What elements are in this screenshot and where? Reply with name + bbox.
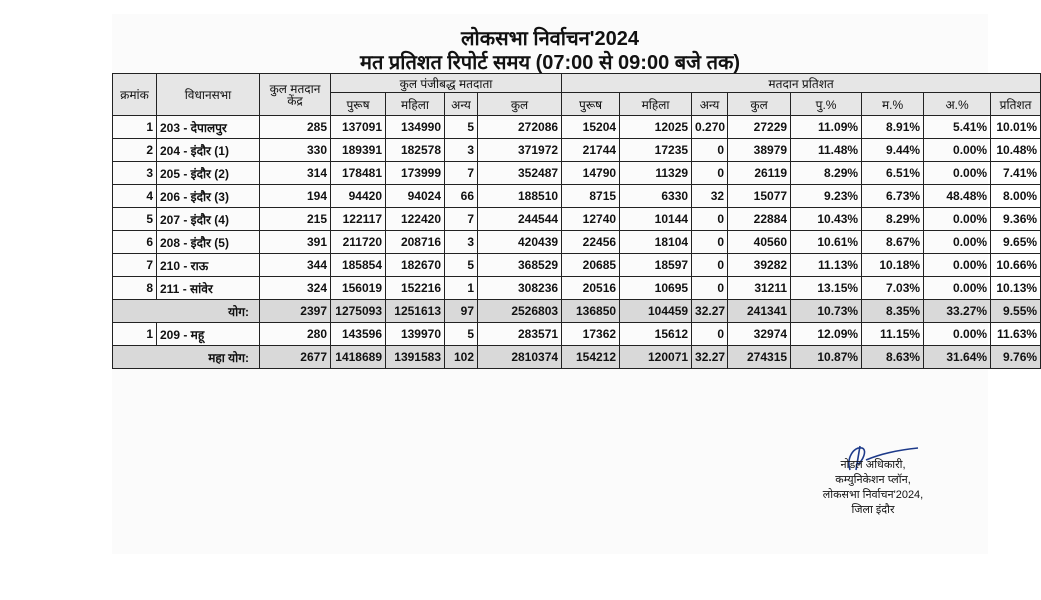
total-label: महा योग: (113, 346, 260, 369)
serial-cell: 2 (113, 139, 157, 162)
subtotal-row (113, 300, 1041, 323)
signature-block (808, 458, 938, 518)
report-subtitle: मत प्रतिशत रिपोर्ट समय (07:00 से 09:00 बजे तक) (360, 52, 740, 74)
value-cell-v-o: 0 (692, 254, 728, 277)
value-cell-pm: 10.61% (791, 231, 862, 254)
value-cell-pf: 8.29% (862, 208, 924, 231)
value-cell-pm: 11.09% (791, 116, 862, 139)
value-cell-v-f: 6330 (620, 185, 692, 208)
table-row (113, 139, 1041, 162)
signature-line-1: नोडल अधिकारी, (840, 459, 906, 471)
value-cell-r-f: 208716 (386, 231, 445, 254)
header-poll-col: पुरूष (562, 93, 620, 116)
value-cell-v-m: 154212 (562, 346, 620, 369)
value-cell-v-f: 18104 (620, 231, 692, 254)
value-cell-v-o: 0.270 (692, 116, 728, 139)
value-cell-v-f: 12025 (620, 116, 692, 139)
header-poll-col: पु.% (791, 93, 862, 116)
value-cell-v-m: 22456 (562, 231, 620, 254)
value-cell-centres: 2677 (260, 346, 331, 369)
value-cell-pm: 10.43% (791, 208, 862, 231)
value-cell-pm: 11.13% (791, 254, 862, 277)
value-cell-pm: 11.48% (791, 139, 862, 162)
value-cell-r-f: 134990 (386, 116, 445, 139)
report-title: लोकसभा निर्वाचन'2024 (460, 28, 640, 50)
signature-line-2: कम्युनिकेशन प्लॉन, (835, 474, 911, 486)
value-cell-pf: 6.51% (862, 162, 924, 185)
value-cell-pt: 10.13% (991, 277, 1041, 300)
value-cell-r-t: 371972 (478, 139, 562, 162)
header-reg-col: पुरूष (331, 93, 386, 116)
value-cell-v-o: 0 (692, 231, 728, 254)
value-cell-v-o: 0 (692, 139, 728, 162)
value-cell-r-t: 352487 (478, 162, 562, 185)
value-cell-r-t: 2526803 (478, 300, 562, 323)
value-cell-v-f: 18597 (620, 254, 692, 277)
value-cell-v-f: 10144 (620, 208, 692, 231)
value-cell-v-o: 0 (692, 323, 728, 346)
value-cell-pf: 11.15% (862, 323, 924, 346)
value-cell-pf: 8.35% (862, 300, 924, 323)
value-cell-v-o: 32 (692, 185, 728, 208)
total-label: योग: (113, 300, 260, 323)
value-cell-po: 48.48% (924, 185, 991, 208)
value-cell-centres: 330 (260, 139, 331, 162)
value-cell-pt: 9.65% (991, 231, 1041, 254)
value-cell-centres: 324 (260, 277, 331, 300)
table-row (113, 208, 1041, 231)
value-cell-po: 5.41% (924, 116, 991, 139)
value-cell-po: 0.00% (924, 277, 991, 300)
value-cell-pm: 9.23% (791, 185, 862, 208)
value-cell-v-t: 31211 (728, 277, 791, 300)
value-cell-r-t: 368529 (478, 254, 562, 277)
value-cell-r-m: 94420 (331, 185, 386, 208)
value-cell-po: 0.00% (924, 231, 991, 254)
serial-cell: 8 (113, 277, 157, 300)
value-cell-v-m: 8715 (562, 185, 620, 208)
value-cell-r-m: 1418689 (331, 346, 386, 369)
value-cell-v-t: 26119 (728, 162, 791, 185)
value-cell-v-m: 15204 (562, 116, 620, 139)
value-cell-po: 0.00% (924, 208, 991, 231)
value-cell-v-m: 20685 (562, 254, 620, 277)
header-poll-col: महिला (620, 93, 692, 116)
header-serial: क्रमांक (113, 74, 157, 116)
table-row (113, 185, 1041, 208)
value-cell-centres: 391 (260, 231, 331, 254)
value-cell-r-t: 188510 (478, 185, 562, 208)
serial-cell: 4 (113, 185, 157, 208)
value-cell-v-f: 11329 (620, 162, 692, 185)
value-cell-v-m: 136850 (562, 300, 620, 323)
value-cell-r-m: 122117 (331, 208, 386, 231)
value-cell-v-o: 32.27 (692, 346, 728, 369)
table-row (113, 116, 1041, 139)
value-cell-pt: 10.01% (991, 116, 1041, 139)
header-assembly: विधानसभा (157, 74, 260, 116)
value-cell-v-t: 274315 (728, 346, 791, 369)
value-cell-v-m: 14790 (562, 162, 620, 185)
table-row (113, 231, 1041, 254)
value-cell-v-t: 22884 (728, 208, 791, 231)
assembly-name-cell: 203 - देपालपुर (157, 116, 260, 139)
value-cell-pt: 9.55% (991, 300, 1041, 323)
value-cell-r-m: 156019 (331, 277, 386, 300)
assembly-name-cell: 209 - महू (157, 323, 260, 346)
header-reg-col: अन्य (445, 93, 478, 116)
value-cell-centres: 215 (260, 208, 331, 231)
value-cell-r-o: 5 (445, 254, 478, 277)
value-cell-r-o: 1 (445, 277, 478, 300)
value-cell-r-t: 2810374 (478, 346, 562, 369)
value-cell-r-m: 1275093 (331, 300, 386, 323)
value-cell-v-t: 27229 (728, 116, 791, 139)
assembly-name-cell: 205 - इंदौर (2) (157, 162, 260, 185)
value-cell-v-o: 0 (692, 208, 728, 231)
value-cell-r-o: 7 (445, 162, 478, 185)
value-cell-r-o: 97 (445, 300, 478, 323)
value-cell-po: 33.27% (924, 300, 991, 323)
serial-cell: 6 (113, 231, 157, 254)
value-cell-po: 31.64% (924, 346, 991, 369)
value-cell-r-o: 3 (445, 139, 478, 162)
header-centres: कुल मतदान केंद्र (260, 74, 331, 116)
header-registered-group: कुल पंजीबद्ध मतदाता (331, 74, 562, 93)
value-cell-r-t: 420439 (478, 231, 562, 254)
value-cell-r-f: 1251613 (386, 300, 445, 323)
assembly-name-cell: 208 - इंदौर (5) (157, 231, 260, 254)
assembly-name-cell: 207 - इंदौर (4) (157, 208, 260, 231)
value-cell-pf: 10.18% (862, 254, 924, 277)
header-poll-col: अ.% (924, 93, 991, 116)
value-cell-v-f: 15612 (620, 323, 692, 346)
value-cell-r-m: 143596 (331, 323, 386, 346)
value-cell-r-m: 189391 (331, 139, 386, 162)
value-cell-v-f: 10695 (620, 277, 692, 300)
serial-cell: 3 (113, 162, 157, 185)
value-cell-pm: 12.09% (791, 323, 862, 346)
value-cell-pt: 10.66% (991, 254, 1041, 277)
value-cell-r-m: 211720 (331, 231, 386, 254)
value-cell-v-t: 32974 (728, 323, 791, 346)
value-cell-centres: 314 (260, 162, 331, 185)
value-cell-r-o: 102 (445, 346, 478, 369)
value-cell-pf: 7.03% (862, 277, 924, 300)
value-cell-r-o: 5 (445, 323, 478, 346)
value-cell-r-t: 272086 (478, 116, 562, 139)
value-cell-r-t: 244544 (478, 208, 562, 231)
header-poll-col: अन्य (692, 93, 728, 116)
header-poll-col: प्रतिशत (991, 93, 1041, 116)
value-cell-v-t: 38979 (728, 139, 791, 162)
serial-cell: 1 (113, 323, 157, 346)
value-cell-r-t: 283571 (478, 323, 562, 346)
value-cell-r-f: 182578 (386, 139, 445, 162)
value-cell-v-o: 0 (692, 277, 728, 300)
value-cell-pf: 8.91% (862, 116, 924, 139)
serial-cell: 7 (113, 254, 157, 277)
value-cell-pf: 9.44% (862, 139, 924, 162)
value-cell-v-f: 104459 (620, 300, 692, 323)
header-poll-col: कुल (728, 93, 791, 116)
value-cell-v-m: 21744 (562, 139, 620, 162)
serial-cell: 1 (113, 116, 157, 139)
header-polling-group: मतदान प्रतिशत (562, 74, 1041, 93)
assembly-name-cell: 206 - इंदौर (3) (157, 185, 260, 208)
value-cell-pf: 6.73% (862, 185, 924, 208)
value-cell-v-o: 32.27 (692, 300, 728, 323)
signature-line-3: लोकसभा निर्वाचन'2024, (822, 489, 924, 501)
value-cell-centres: 194 (260, 185, 331, 208)
grand-total-row (113, 346, 1041, 369)
value-cell-po: 0.00% (924, 139, 991, 162)
value-cell-r-m: 185854 (331, 254, 386, 277)
value-cell-pm: 10.73% (791, 300, 862, 323)
value-cell-pt: 8.00% (991, 185, 1041, 208)
value-cell-r-f: 122420 (386, 208, 445, 231)
value-cell-centres: 285 (260, 116, 331, 139)
value-cell-v-o: 0 (692, 162, 728, 185)
header-reg-col: महिला (386, 93, 445, 116)
value-cell-v-t: 40560 (728, 231, 791, 254)
value-cell-v-t: 241341 (728, 300, 791, 323)
value-cell-centres: 344 (260, 254, 331, 277)
value-cell-po: 0.00% (924, 323, 991, 346)
value-cell-r-f: 182670 (386, 254, 445, 277)
value-cell-pf: 8.63% (862, 346, 924, 369)
table-row (113, 323, 1041, 346)
value-cell-pm: 10.87% (791, 346, 862, 369)
value-cell-r-t: 308236 (478, 277, 562, 300)
signature-line-4: जिला इंदौर (851, 504, 895, 516)
value-cell-pf: 8.67% (862, 231, 924, 254)
table-row (113, 162, 1041, 185)
value-cell-r-f: 1391583 (386, 346, 445, 369)
value-cell-r-f: 139970 (386, 323, 445, 346)
value-cell-centres: 2397 (260, 300, 331, 323)
value-cell-r-f: 152216 (386, 277, 445, 300)
value-cell-v-t: 39282 (728, 254, 791, 277)
value-cell-v-f: 120071 (620, 346, 692, 369)
value-cell-v-m: 20516 (562, 277, 620, 300)
value-cell-r-o: 3 (445, 231, 478, 254)
header-reg-col: कुल (478, 93, 562, 116)
value-cell-r-f: 173999 (386, 162, 445, 185)
assembly-name-cell: 210 - राऊ (157, 254, 260, 277)
value-cell-r-m: 137091 (331, 116, 386, 139)
table-row (113, 254, 1041, 277)
value-cell-pt: 9.76% (991, 346, 1041, 369)
value-cell-v-m: 12740 (562, 208, 620, 231)
assembly-name-cell: 211 - सांवेर (157, 277, 260, 300)
value-cell-po: 0.00% (924, 162, 991, 185)
value-cell-pt: 11.63% (991, 323, 1041, 346)
value-cell-pm: 13.15% (791, 277, 862, 300)
value-cell-r-o: 5 (445, 116, 478, 139)
value-cell-v-f: 17235 (620, 139, 692, 162)
value-cell-pm: 8.29% (791, 162, 862, 185)
value-cell-po: 0.00% (924, 254, 991, 277)
value-cell-r-o: 66 (445, 185, 478, 208)
value-cell-r-f: 94024 (386, 185, 445, 208)
header-poll-col: म.% (862, 93, 924, 116)
table-row (113, 277, 1041, 300)
value-cell-v-t: 15077 (728, 185, 791, 208)
value-cell-v-m: 17362 (562, 323, 620, 346)
value-cell-pt: 7.41% (991, 162, 1041, 185)
value-cell-pt: 9.36% (991, 208, 1041, 231)
value-cell-centres: 280 (260, 323, 331, 346)
assembly-name-cell: 204 - इंदौर (1) (157, 139, 260, 162)
turnout-table (112, 73, 1041, 369)
value-cell-r-m: 178481 (331, 162, 386, 185)
value-cell-pt: 10.48% (991, 139, 1041, 162)
value-cell-r-o: 7 (445, 208, 478, 231)
serial-cell: 5 (113, 208, 157, 231)
